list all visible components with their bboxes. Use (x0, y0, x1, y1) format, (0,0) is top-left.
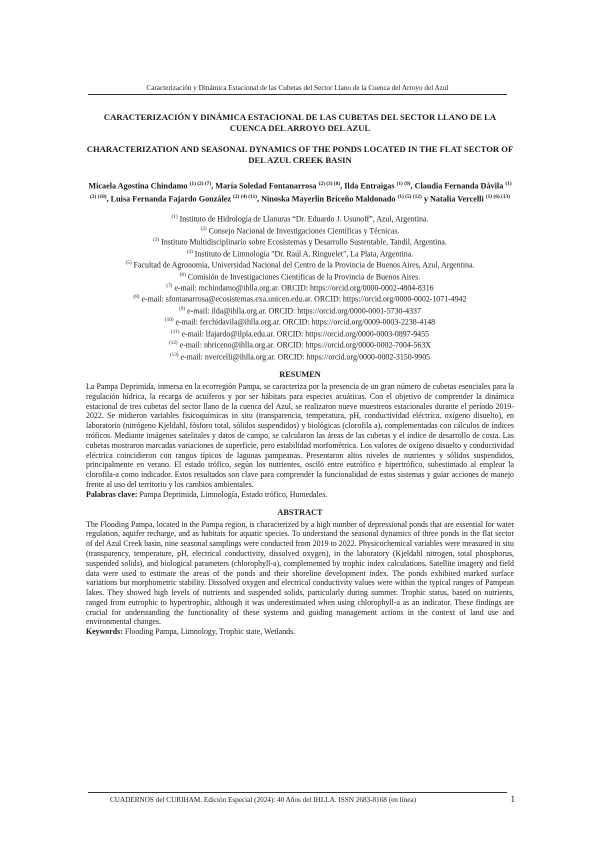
affiliation-text: e-mail: nbriceno@ihlla.org.ar. ORCID: https://orcid.org/0000-0002-7004-563X (179, 340, 431, 350)
abstract-text: The Flooding Pampa, located in the Pampa region, is characterized by a high number of depressional ponds that are essential for water regulation, aquifer recharge, and as habitats for aquatic species. To understand the seasonal dynamics of three ponds in the flat sector of del Azul Creek basin, nine seasonal samplings were conducted from 2019 to 2022. Physicochemical variables were measured in situ (transparency, temperature, pH, electrical conductivity, dissolved oxygen), in the laboratory (Kjeldahl nitrogen, total phosphorus, suspended solids), and biological parameters (chlorophyll-a), complemented by trophic index calculations. Satellite imagery and field data were used to estimate the areas of the ponds and their shoreline development index. The ponds exhibited marked surface variations but morphometric stability. Dissolved oxygen and electrical conductivity values were within the typical ranges of Pampean lakes. They showed high levels of nutrients and suspended solids, particularly during summer. Trophic status, based on nutrients, ranged from eutrophic to hypertrophic, although it was underestimated when using chlorophyll-a as an indicator. These findings are crucial for understanding the functionality of these systems and guiding management actions in the context of land use and environmental changes. (86, 519, 514, 627)
affiliation-number: (13) (169, 351, 179, 358)
article-body (86, 112, 514, 637)
author-affiliation-refs: (2) (3) (8) (318, 181, 341, 187)
author-separator: , (340, 181, 345, 191)
author-list (86, 179, 514, 204)
affiliation-text: Comisión de Investigaciones Científicas de la Provincia de Buenos Aires. (187, 272, 421, 282)
author-affiliation-refs: (2) (4) (11) (233, 193, 257, 200)
affiliation-item (86, 339, 514, 350)
keywords-value: Flooding Pampa, Limnology, Trophic state, Wetlands. (124, 627, 296, 637)
affiliation-text: e-mail: lfajardo@ilpla.edu.ar. ORCID: https://orcid.org/0000-0003-0897-9455 (181, 329, 429, 339)
affiliation-item (86, 225, 514, 236)
author-affiliation-refs: (1) (2) (7) (189, 181, 212, 187)
affiliation-number: (4) (186, 248, 193, 255)
affiliation-number: (8) (133, 294, 140, 301)
affiliation-item (86, 236, 514, 247)
affiliation-number: (9) (179, 305, 186, 312)
affiliation-number: (10) (164, 317, 174, 324)
running-head: Caracterización y Dinámica Estacional de las Cubetas del Sector Llano de la Cuenca del Arroyo del Azul (146, 84, 449, 92)
affiliation-item (86, 328, 514, 339)
header-divider (88, 94, 507, 95)
affiliation-text: e-mail: sfontanarrosa@ecosistemas.exa.unicen.edu.ar. ORCID: https://orcid.org/0000-0002-1071-4942 (141, 295, 467, 305)
page-number: 1 (510, 794, 515, 804)
affiliation-text: Facultad de Agronomía, Universidad Nacional del Centro de la Provincia de Buenos Aires, Azul, Argentina. (133, 260, 475, 270)
affiliation-text: e-mail: nvercelli@ihlla.org.ar. ORCID: https://orcid.org/0000-0002-3150-9905 (180, 352, 431, 362)
affiliation-text: e-mail: mchindamo@ihlla.org.ar. ORCID: https://orcid.org/0000-0002-4804-8316 (174, 283, 434, 293)
footer-journal: CUADERNOS del CURIHAM. Edición Especial (2024): 40 Años del IHLLA. ISSN 2683-8168 (en línea) (110, 796, 417, 804)
abstract-heading: ABSTRACT (277, 507, 323, 517)
author-name: Natalia Vercelli (429, 194, 484, 204)
affiliation-item (86, 213, 514, 224)
author-affiliation-refs: (1) (2) (10) (89, 181, 512, 200)
keywords-label: Palabras clave: (86, 489, 138, 499)
affiliation-text: Instituto Multidisciplinario sobre Ecosistemas y Desarrollo Sustentable, Tandil, Argentina. (161, 237, 447, 247)
affiliation-number: (12) (169, 340, 178, 347)
affiliation-number: (2) (200, 225, 207, 232)
affiliation-item (86, 271, 514, 282)
affiliation-text: Consejo Nacional de Investigaciones Científicas y Técnicas. (208, 226, 400, 236)
author-name: María Soledad Fontanarrosa (215, 181, 317, 191)
author-separator: , (256, 194, 262, 204)
affiliation-item (86, 293, 514, 304)
keywords-label: Keywords: (86, 627, 123, 637)
author-name: Micaela Agostina Chindamo (88, 181, 188, 191)
affiliation-item (86, 351, 514, 362)
affiliation-text: e-mail: ilda@ihlla.org.ar. ORCID: https://orcid.org/0000-0001-5730-4337 (187, 306, 421, 316)
affiliation-item (86, 259, 514, 270)
affiliation-number: (6) (179, 271, 186, 278)
affiliation-number: (3) (153, 237, 160, 244)
title-spanish: CARACTERIZACIÓN Y DINÁMICA ESTACIONAL DE LAS CUBETAS DEL SECTOR LLANO DE LA CUENCA DEL ARROYO DEL AZUL (103, 112, 497, 133)
affiliation-item (86, 248, 514, 259)
author-affiliation-refs: (1) (9) (396, 181, 411, 187)
author-affiliation-refs: (1) (5) (12) (397, 193, 422, 200)
author-separator: , (410, 181, 415, 191)
affiliation-text: e-mail: ferchidavila@ihlla.org.ar. ORCID: https://orcid.org/0009-0003-2238-4148 (175, 317, 436, 327)
author-name: Claudia Fernanda Dávila (414, 181, 504, 191)
resumen-heading: RESUMEN (279, 369, 321, 379)
affiliation-text: Instituto de Hidrología de Llanuras “Dr. Eduardo J. Usunoff”, Azul, Argentina. (179, 215, 429, 225)
author-affiliation-refs: (1) (6) (13) (485, 193, 511, 200)
keywords (86, 627, 514, 637)
author-separator: y (421, 194, 430, 204)
footer-divider (88, 792, 507, 793)
resumen-text: La Pampa Deprimida, inmersa en la ecorregión Pampa, se caracteriza por la presencia de un gran número de cubetas esenciales para la regulación hídrica, la recarga de acuíferos y por ser hábitats para especies acuáticas. Con el objetivo de comprender la dinámica estacional de tres cubetas del sector llano de la cuenca del Azul, se realizaron nueve muestreos estacionales durante el período 2019-2022. Se midieron variables fisicoquímicas in situ (transparencia, temperatura, pH, conductividad eléctrica, oxígeno disuelto), en laboratorio (nitrógeno Kjeldahl, fósforo total, sólidos suspendidos) y biológicas (clorofila a), complementadas con cálculos de índices tróficos. Mediante imágenes satelitales y datos de campo, se calcularon las áreas de las cubetas y el índice de desarrollo de costa. Las cubetas mostraron marcadas variaciones de superficie, pero estabilidad morfométrica. Los valores de oxígeno disuelto y conductividad eléctrica coincidieron con rangos típicos de lagunas pampeanas. Presentaron altos niveles de nutrientes y sólidos suspendidos, principalmente en verano. El estado trófico, según los nutrientes, osciló entre eutrófico e hipertrófico, subestimado al emplear la clorofila-a como indicador. Estos resultados son clave para comprender la funcionalidad de estos sistemas y guiar acciones de manejo frente al uso del territorio y los cambios ambientales. (86, 381, 514, 489)
affiliation-number: (7) (166, 283, 173, 289)
affiliation-list (86, 213, 514, 361)
affiliation-item (86, 282, 514, 293)
affiliation-text: Instituto de Limnología "Dr. Raúl A. Ringuelet", La Plata, Argentina. (194, 249, 414, 259)
author-separator: , (106, 194, 111, 204)
affiliation-number: (1) (171, 214, 178, 221)
affiliation-number: (5) (125, 260, 132, 267)
affiliation-item (86, 305, 514, 316)
author-separator: , (211, 181, 216, 191)
author-name: Luisa Fernanda Fajardo González (110, 194, 231, 204)
author-name: Ilda Entraigas (344, 181, 395, 191)
title-english: CHARACTERIZATION AND SEASONAL DYNAMICS OF THE PONDS LOCATED IN THE FLAT SECTOR OF DEL AZUL CREEK BASIN (86, 144, 514, 165)
author-name: Ninoska Mayerlin Briceño Maldonado (261, 194, 396, 204)
affiliation-number: (11) (171, 328, 180, 335)
keywords-value: Pampa Deprimida, Limnología, Estado trófico, Humedales. (139, 489, 328, 499)
palabras-clave (86, 490, 514, 500)
affiliation-item (86, 316, 514, 327)
